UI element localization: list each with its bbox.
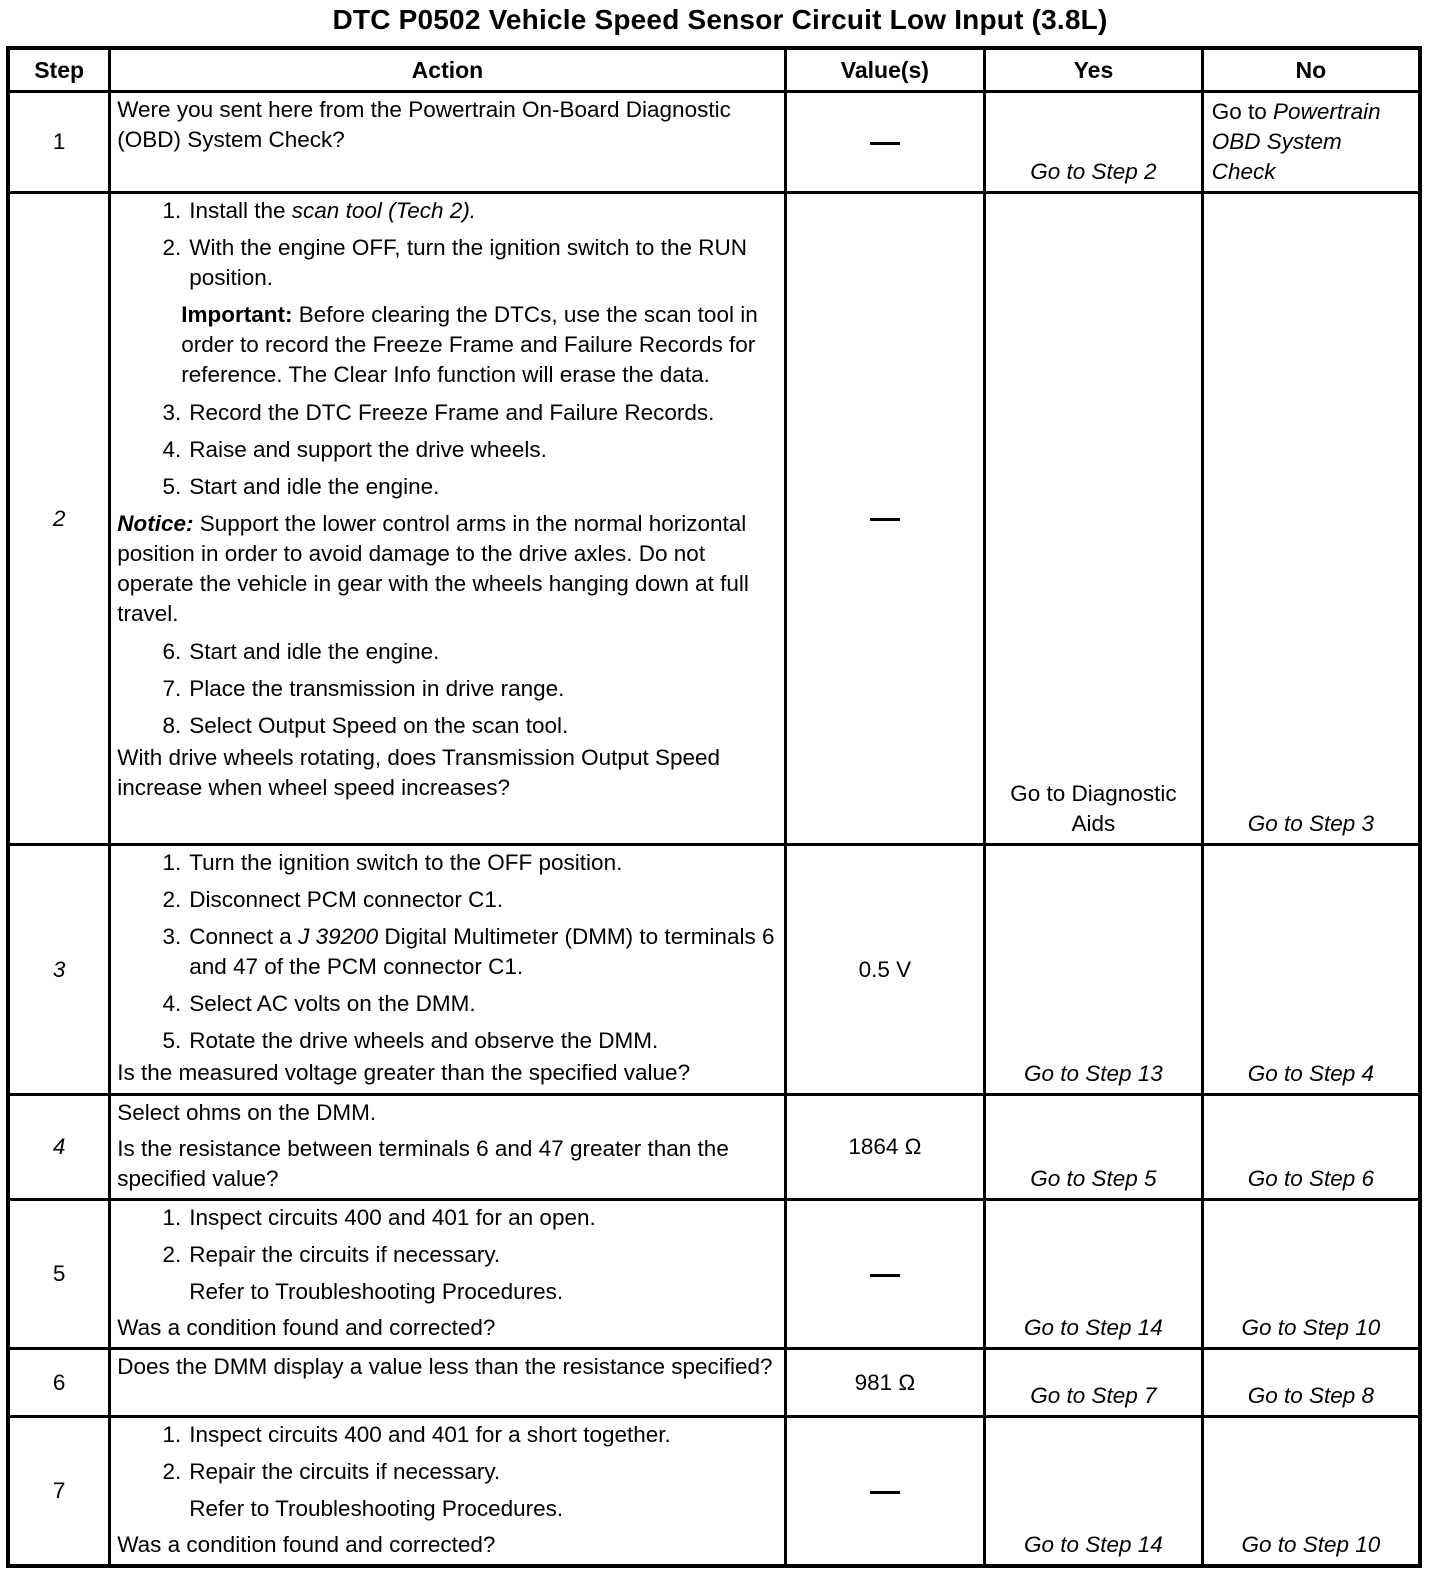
no-link[interactable]: Go to Step 10 (1202, 1417, 1420, 1567)
value-cell: 0.5 V (785, 845, 984, 1095)
list-item: 3. Connect a J 39200 Digital Multimeter (DMM) to terminals 6 and 47 of the PCM connector C1. (162, 924, 775, 979)
list-item: 1. Inspect circuits 400 and 401 for a short together. (162, 1422, 671, 1447)
list-item: 4. Raise and support the drive wheels. (162, 437, 547, 462)
step-number: 3 (8, 845, 110, 1095)
list-item: 3. Record the DTC Freeze Frame and Failure Records. (162, 400, 715, 425)
value-cell (785, 1417, 984, 1567)
instruction-text: Select ohms on the DMM. (117, 1100, 377, 1125)
yes-link[interactable]: Go to Step 13 (985, 845, 1203, 1095)
step-number: 1 (8, 92, 110, 193)
table-row (8, 92, 1420, 193)
dash-mark (870, 1274, 900, 1277)
step-number: 2 (8, 193, 110, 845)
action-cell (110, 1095, 785, 1200)
header-yes: Yes (985, 48, 1203, 92)
refer-text: Refer to Troubleshooting Procedures. (189, 1496, 564, 1521)
list-item: 5. Rotate the drive wheels and observe the DMM. (162, 1028, 659, 1053)
table-row (8, 1095, 1420, 1200)
list-item: 4. Select AC volts on the DMM. (162, 991, 476, 1016)
no-link[interactable]: Go to Step 4 (1202, 845, 1420, 1095)
refer-text: Refer to Troubleshooting Procedures. (189, 1279, 564, 1304)
list-item: 1. Turn the ignition switch to the OFF position. (162, 850, 623, 875)
value-cell: 981 Ω (785, 1349, 984, 1417)
question-text: Is the resistance between terminals 6 and 47 greater than the specified value? (117, 1136, 729, 1191)
action-cell (110, 193, 785, 845)
notice-note: Notice: Support the lower control arms in the normal horizontal position in order to avoid damage to the drive axles. Do not operate the vehicle in gear with the wheels hanging down at full travel. (117, 511, 749, 626)
table-row (8, 845, 1420, 1095)
question-text: Was a condition found and corrected? (117, 1315, 496, 1340)
action-cell (110, 845, 785, 1095)
list-item: 7. Place the transmission in drive range. (162, 676, 565, 701)
step-number: 6 (8, 1349, 110, 1417)
list-item: 2. Repair the circuits if necessary. (162, 1459, 501, 1484)
yes-link[interactable]: Go to Step 14 (985, 1417, 1203, 1567)
table-row (8, 1349, 1420, 1417)
header-action: Action (110, 48, 785, 92)
header-values: Value(s) (785, 48, 984, 92)
step-number: 4 (8, 1095, 110, 1200)
header-no: No (1202, 48, 1420, 92)
action-cell (110, 1349, 785, 1417)
value-cell (785, 193, 984, 845)
table-row (8, 1200, 1420, 1349)
no-link[interactable]: Go to Step 10 (1202, 1200, 1420, 1349)
header-row (8, 48, 1420, 92)
question-text: Were you sent here from the Powertrain On-Board Diagnostic (OBD) System Check? (117, 97, 731, 152)
yes-link[interactable]: Go to Step 5 (985, 1095, 1203, 1200)
dash-mark (870, 142, 900, 145)
action-cell (110, 92, 785, 193)
page-title: DTC P0502 Vehicle Speed Sensor Circuit Low Input (3.8L) (332, 4, 1108, 35)
question-text: With drive wheels rotating, does Transmission Output Speed increase when wheel speed increases? (117, 745, 721, 800)
question-text: Does the DMM display a value less than the resistance specified? (117, 1354, 773, 1379)
question-text: Is the measured voltage greater than the specified value? (117, 1060, 691, 1085)
step-number: 7 (8, 1417, 110, 1567)
value-cell: 1864 Ω (785, 1095, 984, 1200)
list-item: 1. Install the scan tool (Tech 2). (162, 198, 477, 223)
value-cell (785, 92, 984, 193)
no-link[interactable]: Go to Step 3 (1202, 193, 1420, 845)
table-row (8, 1417, 1420, 1567)
value-cell (785, 1200, 984, 1349)
no-link[interactable]: Go to Step 8 (1202, 1349, 1420, 1417)
header-step: Step (8, 48, 110, 92)
action-cell (110, 1200, 785, 1349)
list-item: 2. Repair the circuits if necessary. (162, 1242, 501, 1267)
dash-mark (870, 518, 900, 521)
no-link[interactable]: Go to Powertrain OBD System Check (1202, 92, 1420, 193)
yes-link[interactable]: Go to Step 14 (985, 1200, 1203, 1349)
list-item: 2. Disconnect PCM connector C1. (162, 887, 504, 912)
list-item: 6. Start and idle the engine. (162, 639, 440, 664)
yes-link[interactable]: Go to Step 7 (985, 1349, 1203, 1417)
list-item: 1. Inspect circuits 400 and 401 for an open. (162, 1205, 596, 1230)
list-item: 2. With the engine OFF, turn the ignition switch to the RUN position. (162, 235, 747, 290)
question-text: Was a condition found and corrected? (117, 1532, 496, 1557)
yes-link[interactable]: Go to Step 2 (985, 92, 1203, 193)
action-cell (110, 1417, 785, 1567)
important-note: Important: Before clearing the DTCs, use the scan tool in order to record the Freeze Frame and Failure Records for reference. The Clear Info function will erase the data. (181, 302, 758, 387)
list-item: 8. Select Output Speed on the scan tool. (162, 713, 569, 738)
yes-link[interactable]: Go to Diagnostic Aids (985, 193, 1203, 845)
no-link[interactable]: Go to Step 6 (1202, 1095, 1420, 1200)
dash-mark (870, 1491, 900, 1494)
list-item: 5. Start and idle the engine. (162, 474, 440, 499)
diagnostic-table (6, 46, 1422, 1568)
step-number: 5 (8, 1200, 110, 1349)
table-row (8, 193, 1420, 845)
